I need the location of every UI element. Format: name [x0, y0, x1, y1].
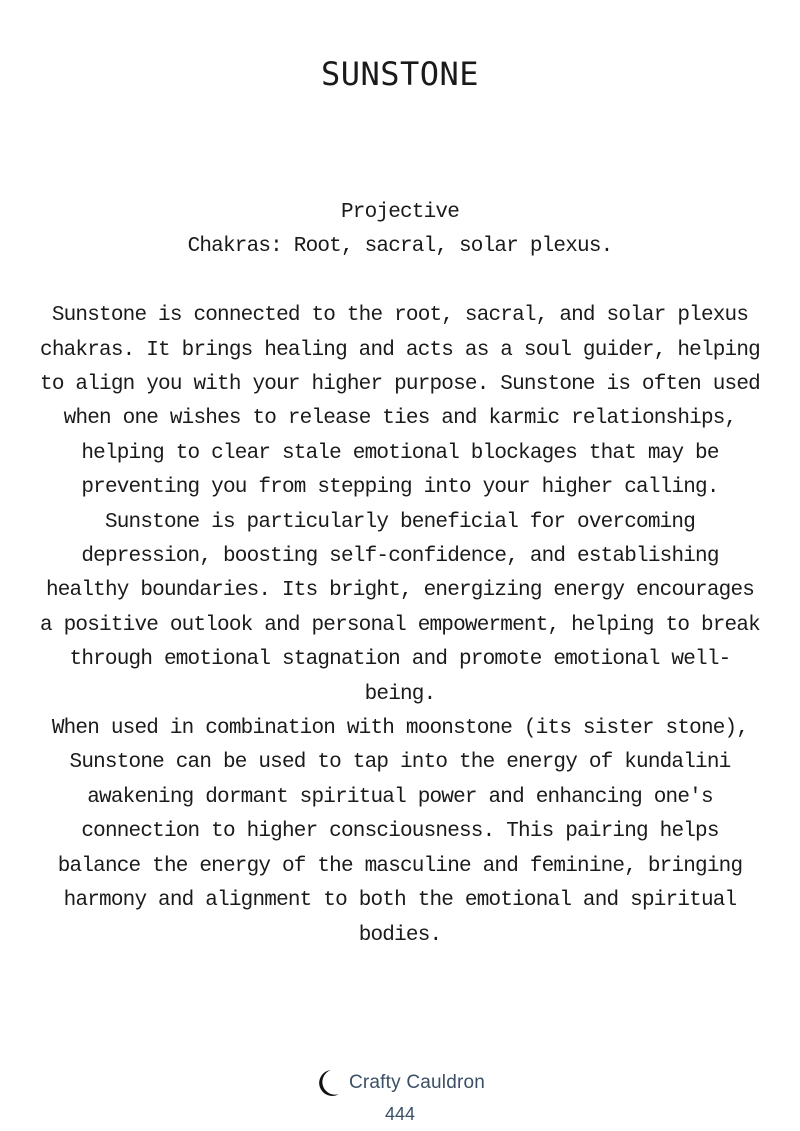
paragraph-2: Sunstone is particularly beneficial for overcoming depression, boosting self-confidence, and establishing healthy boundaries. Its bright, energizing energy encourages a positive outlook and personal empowerment, helping to break through emotional stagnation and promote emotional well-being. [40, 510, 760, 706]
paragraph-3: When used in combination with moonstone (its sister stone), Sunstone can be used to tap into the energy of kundalini awakening dormant spiritual power and enhancing one's connection to higher consciousness. This pairing helps balance the energy of the masculine and feminine, bringing harmony and alignment to both the emotional and spiritual bodies. [51, 717, 749, 947]
crescent-moon-icon [315, 1068, 341, 1098]
brand-name: Crafty Cauldron [348, 1072, 486, 1093]
crystal-description [36, 196, 764, 953]
page-title: SUNSTONE [320, 55, 480, 93]
paragraph-1: Sunstone is connected to the root, sacral, and solar plexus chakras. It brings healing and acts as a soul guider, helping to align you with your higher purpose. Sunstone is often used when one wishes to release ties and karmic relationships, helping to clear stale emotional blockages that may be preventing you from stepping into your higher calling. [40, 304, 760, 500]
chakras-line: Chakras: Root, sacral, solar plexus. [187, 235, 613, 259]
spacer [36, 265, 764, 299]
footer-brand [0, 1068, 800, 1098]
type-line: Projective [340, 201, 460, 224]
page-number: 444 [384, 1104, 416, 1124]
